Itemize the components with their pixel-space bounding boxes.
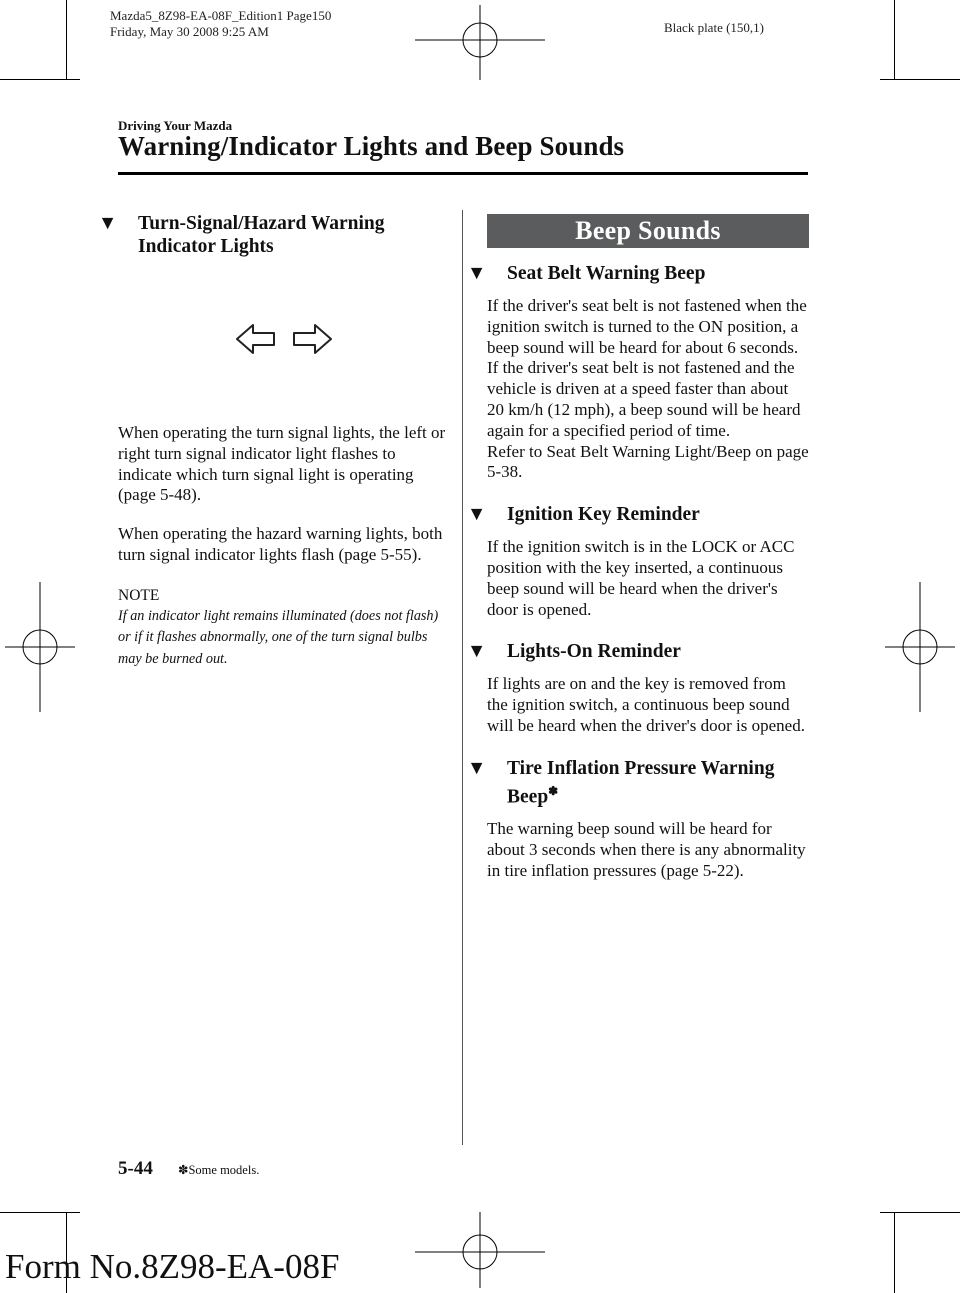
note-text: If an indicator light remains illuminated (does not flash) or if it flashes abnormally, one of the turn signal bulbs may be burned out.: [118, 607, 439, 667]
tire-pressure-heading-line2: Beep: [507, 786, 549, 808]
turn-signal-arrows-icon: [234, 322, 334, 356]
tire-pressure-heading-line1: Tire Inflation Pressure Warning: [507, 757, 775, 779]
right-column: [467, 214, 809, 882]
triangle-bullet-icon: ▼: [467, 641, 487, 663]
plate-label: Black plate (150,1): [664, 20, 764, 35]
triangle-bullet-icon: ▼: [467, 504, 487, 526]
lights-on-para: If lights are on and the key is removed from the ignition switch, a continuous beep sound will be heard when the driver's door is opened.: [487, 674, 805, 735]
ignition-heading: [467, 503, 809, 526]
note-heading: NOTE: [118, 586, 160, 604]
turn-signal-heading-line1: Turn-Signal/Hazard Warning: [138, 213, 385, 234]
seatbelt-para3: Refer to Seat Belt Warning Light/Beep on page 5-38.: [487, 441, 809, 482]
form-number: Form No.8Z98-EA-08F: [5, 1247, 340, 1286]
print-metadata: [110, 8, 331, 40]
turn-signal-icon-area: [118, 268, 446, 388]
turn-signal-para1: When operating the turn signal lights, the left or right turn signal indicator light flashes to indicate which turn signal light is operating (page 5-48).: [118, 423, 446, 505]
turn-signal-heading-line2: Indicator Lights: [138, 236, 274, 257]
left-column: [98, 212, 446, 670]
star-icon: ✽: [548, 783, 559, 798]
page-number: 5-44: [118, 1158, 153, 1179]
title-rule: [118, 172, 808, 175]
column-divider: [462, 210, 463, 1145]
triangle-bullet-icon: ▼: [467, 757, 487, 779]
section-label: Driving Your Mazda: [118, 118, 233, 133]
print-meta-line2: Friday, May 30 2008 9:25 AM: [110, 24, 269, 39]
seatbelt-para1: If the driver's seat belt is not fastened when the ignition switch is turned to the ON position, a beep sound will be heard for about 6 seconds.: [487, 296, 807, 357]
seatbelt-heading: [467, 262, 809, 285]
tire-pressure-heading: [467, 757, 809, 809]
beep-sounds-banner: Beep Sounds: [487, 214, 809, 248]
triangle-bullet-icon: ▼: [98, 213, 118, 234]
lights-on-heading: [467, 640, 809, 663]
lights-on-heading-text: Lights-On Reminder: [507, 641, 681, 663]
ignition-heading-text: Ignition Key Reminder: [507, 504, 700, 526]
seatbelt-para2: If the driver's seat belt is not fastened and the vehicle is driven at a speed faster than about 20 km/h (12 mph), a beep sound will be heard again for a specified period of time.: [487, 358, 801, 440]
turn-signal-para2: When operating the hazard warning lights, both turn signal indicator lights flash (page 5-55).: [118, 524, 443, 564]
star-icon: ✽: [178, 1163, 189, 1177]
turn-signal-heading: [98, 212, 446, 258]
triangle-bullet-icon: ▼: [467, 263, 487, 284]
page-title: Warning/Indicator Lights and Beep Sounds: [118, 131, 625, 161]
footnote-text: Some models.: [188, 1163, 260, 1177]
tire-pressure-para: The warning beep sound will be heard for about 3 seconds when there is any abnormality in tire inflation pressures (page 5-22).: [487, 819, 806, 880]
footnote: [178, 1162, 259, 1178]
print-meta-line1: Mazda5_8Z98-EA-08F_Edition1 Page150: [110, 8, 332, 23]
seatbelt-heading-text: Seat Belt Warning Beep: [507, 263, 706, 284]
ignition-para: If the ignition switch is in the LOCK or ACC position with the key inserted, a continuous beep sound will be heard when the driver's door is opened.: [487, 537, 795, 619]
